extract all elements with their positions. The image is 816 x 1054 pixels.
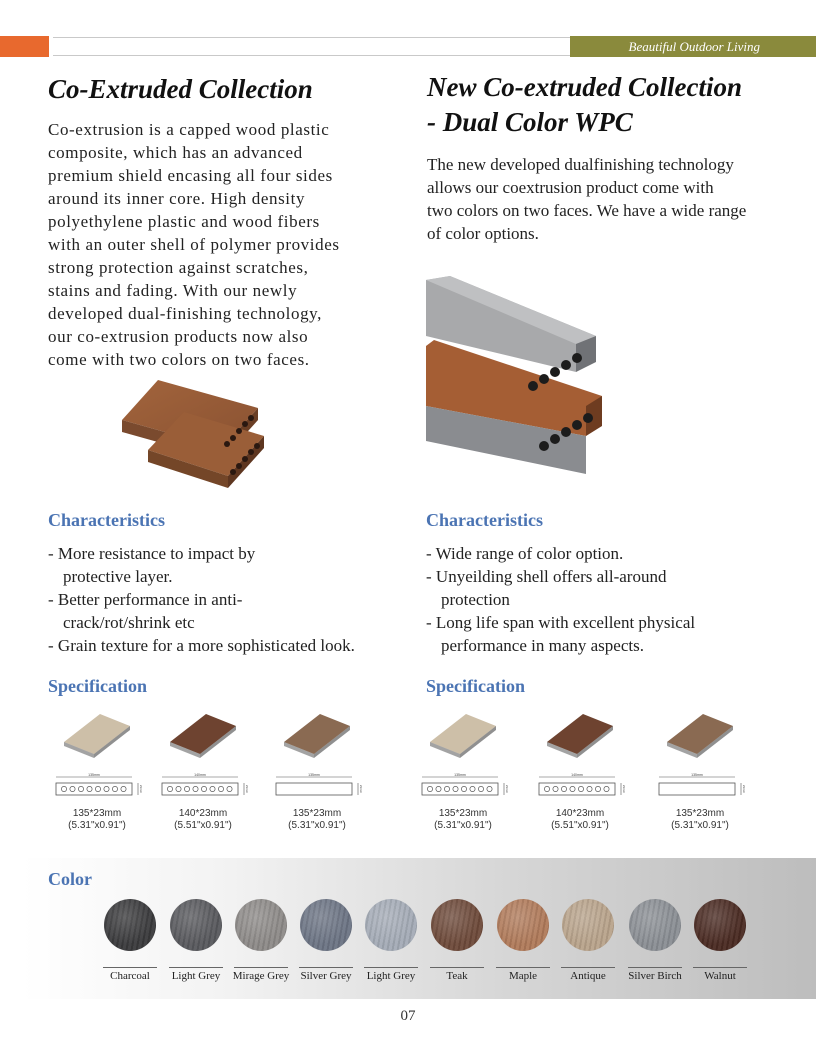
spec-board-thumbnail [168, 712, 238, 758]
spec-size-imperial: (5.51"x0.91") [174, 820, 232, 831]
color-swatch [562, 899, 614, 951]
left-body-line: polyethylene plastic and wood fibers [48, 212, 320, 231]
list-item: performance in many aspects. [441, 636, 644, 655]
left-characteristics-list [48, 542, 408, 657]
color-swatch-underline [430, 967, 484, 968]
left-title: Co-Extruded Collection [48, 74, 313, 104]
color-swatch-label: Charcoal [110, 970, 150, 982]
header-accent-block [0, 36, 49, 57]
color-swatch [235, 899, 287, 951]
color-swatch [431, 899, 483, 951]
spec-thickness-label: 23mm [139, 784, 143, 794]
spec-size-metric: 135*23mm [72, 808, 122, 819]
spec-size-imperial: (5.31"x0.91") [434, 820, 492, 831]
left-body-line: premium shield encasing all four sides [48, 166, 333, 185]
spec-item [645, 712, 755, 832]
color-swatch-underline [364, 967, 418, 968]
color-swatch-underline [561, 967, 615, 968]
color-swatch-label: Silver Grey [300, 970, 352, 982]
color-swatch [629, 899, 681, 951]
list-item: - More resistance to impact by [48, 544, 256, 563]
spec-thickness-label: 23mm [742, 784, 746, 794]
list-item: - Better performance in anti- [48, 590, 243, 609]
color-swatch [365, 899, 417, 951]
spec-profile-drawing [535, 773, 625, 797]
color-swatch-label: Teak [446, 970, 468, 982]
spec-size-label [525, 808, 635, 832]
spec-size-imperial: (5.31"x0.91") [671, 820, 729, 831]
spec-size-metric: 140*23mm [555, 808, 605, 819]
color-swatch-underline [299, 967, 353, 968]
right-title-line1: New Co-extruded Collection [427, 72, 742, 102]
list-item: - Grain texture for a more sophisticated look. [48, 636, 355, 655]
spec-item [262, 712, 372, 832]
spec-item [408, 712, 518, 832]
header-tagline: Beautiful Outdoor Living [570, 36, 816, 57]
left-body-line: composite, which has an advanced [48, 143, 303, 162]
left-specification-heading: Specification [48, 676, 147, 696]
spec-width-label: 135mm [454, 773, 466, 777]
left-body-line: stains and fading. With our newly [48, 281, 298, 300]
list-item: protection [441, 590, 510, 609]
color-swatch [694, 899, 746, 951]
spec-board-thumbnail [282, 712, 352, 758]
left-decking-board-image [118, 378, 268, 503]
spec-profile-drawing [272, 773, 362, 797]
spec-width-label: 135mm [308, 773, 320, 777]
color-swatch-underline [496, 967, 550, 968]
list-item: crack/rot/shrink etc [63, 613, 195, 632]
spec-profile-drawing [418, 773, 508, 797]
spec-size-label [42, 808, 152, 832]
color-swatch-label: Walnut [704, 970, 736, 982]
spec-board-thumbnail [665, 712, 735, 758]
spec-profile-drawing [655, 773, 745, 797]
color-swatch-label: Light Grey [171, 970, 221, 982]
left-characteristics-heading: Characteristics [48, 510, 165, 530]
spec-width-label: 140mm [194, 773, 206, 777]
color-swatch-label: Silver Birch [628, 970, 682, 982]
spec-width-label: 135mm [691, 773, 703, 777]
spec-size-label [408, 808, 518, 832]
page-number: 07 [400, 1008, 416, 1024]
left-body-line: strong protection against scratches, [48, 258, 309, 277]
right-body-line: allows our coextrusion product come with [427, 178, 714, 197]
right-body [427, 153, 787, 245]
spec-board-thumbnail [428, 712, 498, 758]
color-swatch-label: Light Grey [366, 970, 416, 982]
spec-board-thumbnail [545, 712, 615, 758]
spec-thickness-label: 23mm [505, 784, 509, 794]
left-body-line: with an outer shell of polymer provides [48, 235, 340, 254]
left-body-line: around its inner core. High density [48, 189, 306, 208]
spec-profile-drawing [52, 773, 142, 797]
right-body-line: of color options. [427, 224, 539, 243]
list-item: - Long life span with excellent physical [426, 613, 696, 632]
color-swatch-underline [693, 967, 747, 968]
spec-size-imperial: (5.51"x0.91") [551, 820, 609, 831]
right-characteristics-heading: Characteristics [426, 510, 543, 530]
spec-item [42, 712, 152, 832]
right-body-line: The new developed dualfinishing technology [427, 155, 734, 174]
color-swatch-underline [234, 967, 288, 968]
spec-size-label [148, 808, 258, 832]
left-body-line: developed dual-finishing technology, [48, 304, 323, 323]
left-body [48, 118, 388, 371]
spec-width-label: 135mm [88, 773, 100, 777]
spec-thickness-label: 23mm [622, 784, 626, 794]
spec-size-metric: 140*23mm [178, 808, 228, 819]
right-decking-board-image [426, 276, 606, 474]
left-body-line: come with two colors on two faces. [48, 350, 310, 369]
right-characteristics-list [426, 542, 786, 657]
left-body-line: our co-extrusion products now also [48, 327, 309, 346]
spec-size-imperial: (5.31"x0.91") [288, 820, 346, 831]
left-body-line: Co-extrusion is a capped wood plastic [48, 120, 330, 139]
spec-size-label [262, 808, 372, 832]
color-swatch [497, 899, 549, 951]
list-item: protective layer. [63, 567, 173, 586]
color-swatch [104, 899, 156, 951]
header-rule [53, 37, 570, 56]
list-item: - Unyeilding shell offers all-around [426, 567, 667, 586]
spec-item [148, 712, 258, 832]
spec-size-metric: 135*23mm [438, 808, 488, 819]
spec-size-label [645, 808, 755, 832]
spec-size-metric: 135*23mm [675, 808, 725, 819]
color-heading: Color [48, 869, 92, 889]
spec-size-imperial: (5.31"x0.91") [68, 820, 126, 831]
spec-width-label: 140mm [571, 773, 583, 777]
color-swatch-underline [169, 967, 223, 968]
spec-profile-drawing [158, 773, 248, 797]
color-swatch-label: Maple [508, 970, 538, 982]
color-swatch [300, 899, 352, 951]
spec-board-thumbnail [62, 712, 132, 758]
color-swatch-underline [628, 967, 682, 968]
right-body-line: two colors on two faces. We have a wide range [427, 201, 747, 220]
spec-thickness-label: 23mm [359, 784, 363, 794]
color-swatch [170, 899, 222, 951]
list-item: - Wide range of color option. [426, 544, 624, 563]
spec-item [525, 712, 635, 832]
right-specification-heading: Specification [426, 676, 525, 696]
color-swatch-label: Antique [570, 970, 606, 982]
right-title-line2: - Dual Color WPC [427, 107, 633, 137]
color-swatch-underline [103, 967, 157, 968]
color-swatch-label: Mirage Grey [232, 970, 290, 982]
spec-size-metric: 135*23mm [292, 808, 342, 819]
spec-thickness-label: 23mm [245, 784, 249, 794]
